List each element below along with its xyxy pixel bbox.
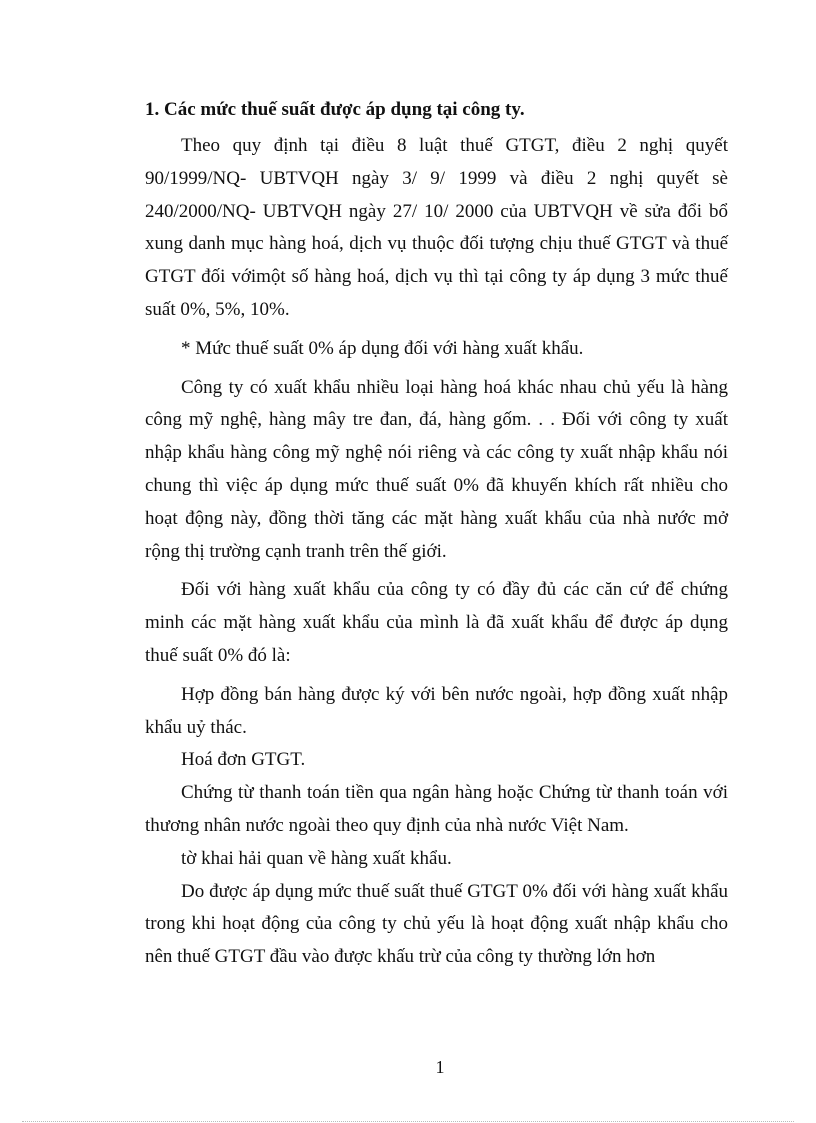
paragraph-payment-documents: Chứng từ thanh toán tiền qua ngân hàng hoặc Chứng từ thanh toán với thương nhân nước ngoài theo quy định của nhà nước Việt Nam. xyxy=(145,782,728,836)
section-heading: 1. Các mức thuế suất được áp dụng tại công ty. xyxy=(145,99,525,120)
page-bottom-divider xyxy=(22,1121,794,1122)
paragraph-zero-rate-note: * Mức thuế suất 0% áp dụng đối với hàng xuất khẩu. xyxy=(181,337,584,359)
paragraph-vat-invoice: Hoá đơn GTGT. xyxy=(181,749,306,771)
paragraph-sales-contract: Hợp đồng bán hàng được ký với bên nước ngoài, hợp đồng xuất nhập khẩu uỷ thác. xyxy=(145,683,728,738)
paragraph-input-vat: Do được áp dụng mức thuế suất thuế GTGT 0% đối với hàng xuất khẩu trong khi hoạt động của công ty chủ yếu là hoạt động xuất nhập khẩu cho nên thuế GTGT đầu vào được khấu trừ của công ty thường lớn hơn xyxy=(145,880,728,968)
page-number: 1 xyxy=(435,1057,445,1077)
paragraph-tax-regulation: Theo quy định tại điều 8 luật thuế GTGT, điều 2 nghị quyết 90/1999/NQ- UBTVQH ngày 3/ 9/ 1999 và điều 2 nghị quyết sè 240/2000/NQ- UBTVQH ngày 27/ 10/ 2000 của UBTVQH về sửa đổi bổ xung danh mục hàng hoá, dịch vụ thuộc đối tượng chịu thuế GTGT và thuế GTGT đối vớimột số hàng hoá, dịch vụ thì tại công ty áp dụng 3 mức thuế suất 0%, 5%, 10%. xyxy=(145,135,728,320)
paragraph-export-goods: Công ty có xuất khẩu nhiều loại hàng hoá khác nhau chủ yếu là hàng công mỹ nghệ, hàng mây tre đan, đá, hàng gốm. . . Đối với công ty xuất nhập khẩu hàng công mỹ nghệ nói riêng và các công ty xuất nhập khẩu nói chung thì việc áp dụng mức thuế suất 0% đã khuyến khích rất nhiều cho hoạt động này, đồng thời tăng các mặt hàng xuất khẩu của nhà nước mở rộng thị trường cạnh tranh trên thế giới. xyxy=(145,376,728,562)
paragraph-export-proof: Đối với hàng xuất khẩu của công ty có đầy đủ các căn cứ để chứng minh các mặt hàng xuất khẩu của mình là đã xuất khẩu để được áp dụng thuế suất 0% đó là: xyxy=(145,579,728,666)
document-body xyxy=(145,130,728,974)
paragraph-customs-declaration: tờ khai hải quan về hàng xuất khẩu. xyxy=(181,847,452,869)
